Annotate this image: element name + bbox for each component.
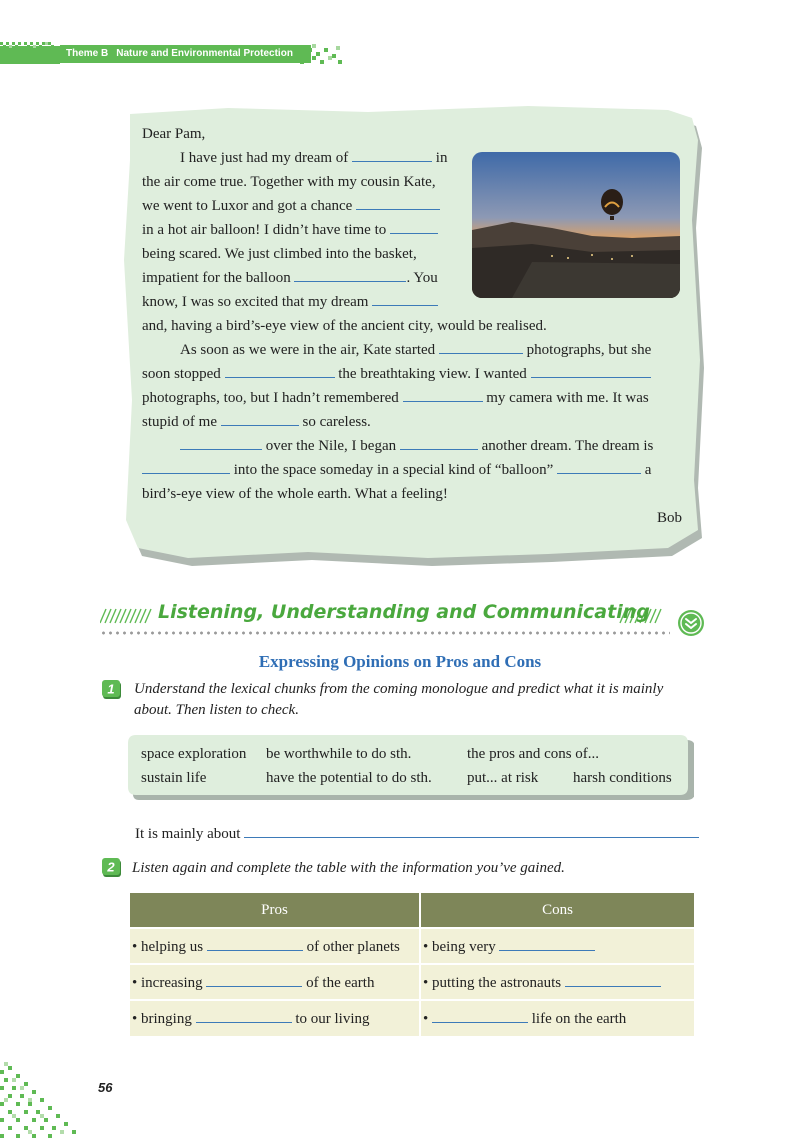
letter-text: so careless. <box>302 414 371 430</box>
task1-instruction-line: Understand the lexical chunks from the coming monologue and predict what it is mainly <box>134 681 664 697</box>
letter-text: and, having a bird’s-eye view of the ancient city, would be realised. <box>142 318 547 334</box>
cell-text: life on the earth <box>531 1011 627 1027</box>
letter-signature: Bob <box>656 510 682 526</box>
answer-blank[interactable] <box>432 1009 528 1023</box>
cell-text: • putting the astronauts <box>423 974 562 991</box>
pros-cons-table <box>130 893 694 1036</box>
task-number-badge <box>102 680 122 700</box>
letter-body <box>142 122 682 530</box>
answer-blank[interactable] <box>142 460 230 474</box>
answer-blank[interactable] <box>531 364 651 378</box>
pros-cell <box>130 928 420 964</box>
lexical-chunk: have the potential to do sth. <box>266 770 432 786</box>
table-header-pros: Pros <box>130 893 420 928</box>
answer-blank[interactable] <box>499 937 595 951</box>
cell-text: • bringing <box>132 1011 192 1027</box>
answer-blank[interactable] <box>565 973 661 987</box>
answer-blank[interactable] <box>294 268 406 282</box>
lexical-chunk: be worthwhile to do sth. <box>266 746 412 762</box>
letter-text: the breathtaking view. I wanted <box>338 366 527 382</box>
answer-blank[interactable] <box>221 412 299 426</box>
letter-text: in <box>435 150 448 166</box>
answer-blank[interactable] <box>356 196 440 210</box>
pros-cell <box>130 964 420 1000</box>
dotted-divider <box>100 631 670 635</box>
lexical-chunk: the pros and cons of... <box>467 746 600 762</box>
pros-cell <box>130 1000 420 1036</box>
chunks-box <box>128 735 694 801</box>
table-row <box>130 1000 694 1036</box>
answer-blank[interactable] <box>196 1009 292 1023</box>
header-title: Nature and Environmental Protection <box>116 48 293 59</box>
cell-text: to our living <box>295 1011 370 1027</box>
chevron-down-circle-icon <box>677 609 705 637</box>
cell-text: • being very <box>423 938 496 955</box>
letter-text: soon stopped <box>142 366 221 382</box>
page-number: 56 <box>98 1080 113 1095</box>
letter-text: photographs, too, but I hadn’t remembered <box>142 390 399 406</box>
cons-cell <box>420 964 694 1000</box>
answer-blank[interactable] <box>180 436 262 450</box>
header-theme-label <box>60 45 311 63</box>
letter-text: photographs, but she <box>526 342 652 358</box>
letter-text: the air come true. Together with my cousin Kate, <box>142 174 436 190</box>
letter-text: a <box>644 462 652 478</box>
cell-text: • <box>423 1011 429 1027</box>
mainly-about-label: It is mainly about <box>135 826 241 842</box>
answer-blank[interactable] <box>557 460 641 474</box>
header-theme: Theme B <box>66 48 109 59</box>
letter-greeting: Dear Pam, <box>142 126 206 142</box>
letter-text: . You <box>406 270 438 286</box>
answer-blank[interactable] <box>352 148 432 162</box>
answer-blank[interactable] <box>390 220 438 234</box>
task1-instruction-line: about. Then listen to check. <box>134 702 299 718</box>
cell-text: of the earth <box>306 974 375 991</box>
task2-instruction: Listen again and complete the table with the information you’ve gained. <box>132 860 565 876</box>
answer-blank[interactable] <box>400 436 478 450</box>
lexical-chunk: put... at risk <box>467 770 539 786</box>
letter-text: As soon as we were in the air, Kate started <box>180 342 436 358</box>
letter-text: my camera with me. It was <box>486 390 649 406</box>
cell-text: • helping us <box>132 938 204 955</box>
letter-text: being scared. We just climbed into the basket, <box>142 246 417 262</box>
answer-blank[interactable] <box>439 340 523 354</box>
letter-text: over the Nile, I began <box>265 438 397 454</box>
answer-blank[interactable] <box>225 364 335 378</box>
cell-text: • increasing <box>132 974 203 991</box>
answer-blank[interactable] <box>403 388 483 402</box>
subsection-title: Expressing Opinions on Pros and Cons <box>258 652 542 671</box>
letter-text: stupid of me <box>142 414 217 430</box>
cons-cell <box>420 928 694 964</box>
lexical-chunk: harsh conditions <box>573 770 672 786</box>
mainly-about-line <box>135 824 699 843</box>
letter-text: impatient for the balloon <box>142 270 291 286</box>
table-row <box>130 964 694 1000</box>
answer-blank[interactable] <box>244 824 699 838</box>
table-header-cons: Cons <box>420 893 694 928</box>
answer-blank[interactable] <box>372 292 438 306</box>
task1-instruction <box>134 679 663 721</box>
task-number: 1 <box>107 681 115 697</box>
table-row <box>130 928 694 964</box>
letter-text: know, I was so excited that my dream <box>142 294 369 310</box>
cons-cell <box>420 1000 694 1036</box>
answer-blank[interactable] <box>207 937 303 951</box>
cell-text: of other planets <box>306 938 400 955</box>
lexical-chunk: sustain life <box>141 770 207 786</box>
answer-blank[interactable] <box>206 973 302 987</box>
letter-text: bird’s-eye view of the whole earth. What a feeling! <box>142 486 448 502</box>
letter-text: another dream. The dream is <box>481 438 654 454</box>
section-title: Listening, Understanding and Communicating <box>158 601 650 623</box>
letter-text: in a hot air balloon! I didn’t have time to <box>142 222 387 238</box>
task-number-badge <box>102 858 122 878</box>
letter-text: I have just had my dream of <box>180 150 349 166</box>
letter-text: into the space someday in a special kind of “balloon” <box>233 462 554 478</box>
letter-text: we went to Luxor and got a chance <box>142 198 353 214</box>
footer-pixel-decoration <box>0 1062 96 1138</box>
lexical-chunk: space exploration <box>141 746 247 762</box>
task-number: 2 <box>107 859 115 875</box>
